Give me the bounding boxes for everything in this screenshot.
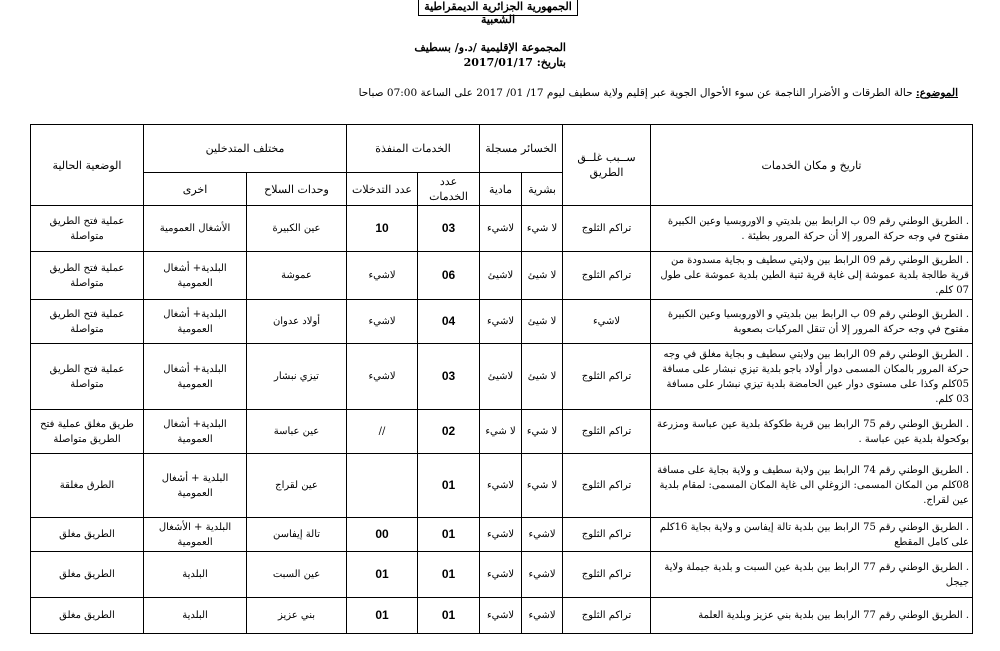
cell-interventions: لاشيء <box>347 252 418 300</box>
cell-material: لاشيئ <box>480 344 522 410</box>
cell-status: عملية فتح الطريق متواصلة <box>31 344 144 410</box>
cell-status: الطريق مغلق <box>31 518 144 552</box>
cell-status: طريق مغلق عملية فتح الطريق متواصلة <box>31 410 144 454</box>
cell-place: . الطريق الوطني رقم 77 الرابط بين بلدية عين السبت و بلدية جيملة ولاية جيجل <box>651 552 973 598</box>
cell-place: . الطريق الوطني رقم 09 الرابط بين ولايتي سطيف و بجاية مسدودة من قرية طالجة بلدية عموشة إلى غاية قرية ثنية الطين بلدية عموشة على طول 07 كلم. <box>651 252 973 300</box>
table-row <box>31 252 973 300</box>
cell-units: عين السبت <box>247 552 347 598</box>
table-row <box>31 518 973 552</box>
cell-cause: تراكم الثلوج <box>563 206 651 252</box>
cell-status: الطريق مغلق <box>31 598 144 634</box>
cell-interventions: 00 <box>347 518 418 552</box>
subject-label: الموضوع: <box>915 87 958 99</box>
republic-title: الجمهورية الجزائرية الديمقراطية الشعبية <box>418 0 578 16</box>
header-place: تاريخ و مكان الخدمات <box>651 125 973 206</box>
cell-units: أولاد عدوان <box>247 300 347 344</box>
cell-others: الأشغال العمومية <box>144 206 247 252</box>
cell-others: البلدية+ أشغال العمومية <box>144 344 247 410</box>
header-losses: الخسائر مسجلة <box>480 125 563 173</box>
cell-material: لا شيء <box>480 410 522 454</box>
cell-human: لا شيء <box>522 454 563 518</box>
cell-material: لاشيء <box>480 454 522 518</box>
cell-units: عين عباسة <box>247 410 347 454</box>
cell-services: 03 <box>418 206 480 252</box>
cell-interventions <box>347 454 418 518</box>
cell-interventions: 10 <box>347 206 418 252</box>
cell-cause: لاشيء <box>563 300 651 344</box>
cell-human: لا شيئ <box>522 300 563 344</box>
header-human: بشرية <box>522 173 563 206</box>
date-line: بتاريخ: 2017/01/17 <box>463 56 566 69</box>
cell-cause: تراكم الثلوج <box>563 552 651 598</box>
subject-text: حالة الطرقات و الأضرار الناجمة عن سوء الأحوال الجوية عبر إقليم ولاية سطيف ليوم 17/ 01/ 2017 على الساعة 07:00 صباحا <box>358 87 913 99</box>
header-weapons-units: وحدات السلاح <box>247 173 347 206</box>
cell-others: البلدية + الأشغال العمومية <box>144 518 247 552</box>
table-row <box>31 454 973 518</box>
cell-human: لا شيئ <box>522 252 563 300</box>
cell-cause: تراكم الثلوج <box>563 598 651 634</box>
road-status-table <box>30 124 973 634</box>
cell-others: البلدية+ أشغال العمومية <box>144 252 247 300</box>
cell-interventions: 01 <box>347 598 418 634</box>
cell-others: البلدية + أشغال العمومية <box>144 454 247 518</box>
cell-units: عين لقراج <box>247 454 347 518</box>
cell-others: البلدية <box>144 552 247 598</box>
header-cause: ســبب غلــق الطريق <box>563 125 651 206</box>
cell-human: لاشيء <box>522 518 563 552</box>
cell-human: لا شيء <box>522 206 563 252</box>
table-row <box>31 598 973 634</box>
table-row <box>31 552 973 598</box>
subject-line <box>359 87 958 99</box>
table-row <box>31 300 973 344</box>
cell-interventions: 01 <box>347 552 418 598</box>
cell-cause: تراكم الثلوج <box>563 410 651 454</box>
cell-material: لاشيء <box>480 206 522 252</box>
cell-human: لاشيء <box>522 598 563 634</box>
cell-material: لاشيئ <box>480 252 522 300</box>
cell-status: عملية فتح الطريق متواصلة <box>31 252 144 300</box>
header-services-count: عدد الخدمات <box>418 173 480 206</box>
cell-services: 03 <box>418 344 480 410</box>
cell-units: عين الكبيرة <box>247 206 347 252</box>
cell-place: . الطريق الوطني رقم 75 الرابط بين قرية طكوكة بلدية عين عباسة ومزرعة بوكحولة بلدية عين عباسة . <box>651 410 973 454</box>
cell-cause: تراكم الثلوج <box>563 518 651 552</box>
header-actors: مختلف المتدخلين <box>144 125 347 173</box>
cell-place: . الطريق الوطني رقم 09 ب الرابط بين بلديتي و الاوروبسيا وعين الكبيرة مفتوح في وجه حركة المرور إلا أن حركة المرور بطيئة . <box>651 206 973 252</box>
header-status: الوضعية الحالية <box>31 125 144 206</box>
cell-material: لاشيء <box>480 300 522 344</box>
cell-units: تيزي نبشار <box>247 344 347 410</box>
cell-interventions: لاشيء <box>347 344 418 410</box>
cell-material: لاشيء <box>480 518 522 552</box>
cell-services: 01 <box>418 552 480 598</box>
cell-cause: تراكم الثلوج <box>563 344 651 410</box>
header-others: اخرى <box>144 173 247 206</box>
cell-services: 02 <box>418 410 480 454</box>
table-row <box>31 410 973 454</box>
cell-services: 01 <box>418 518 480 552</box>
cell-human: لا شيئ <box>522 344 563 410</box>
cell-cause: تراكم الثلوج <box>563 252 651 300</box>
cell-services: 04 <box>418 300 480 344</box>
cell-others: البلدية+ أشغال العمومية <box>144 300 247 344</box>
cell-place: . الطريق الوطني رقم 75 الرابط بين بلدية تالة إيفاسن و ولاية بجاية 16كلم على كامل المقطع <box>651 518 973 552</box>
cell-status: الطرق مغلقة <box>31 454 144 518</box>
header-interventions-count: عدد التدخلات <box>347 173 418 206</box>
cell-status: عملية فتح الطريق متواصلة <box>31 206 144 252</box>
cell-units: تالة إيفاسن <box>247 518 347 552</box>
cell-status: عملية فتح الطريق متواصلة <box>31 300 144 344</box>
table-row <box>31 206 973 252</box>
cell-material: لاشيء <box>480 598 522 634</box>
cell-human: لاشيء <box>522 552 563 598</box>
group-name: المجموعة الإقليمية /د.و/ بسطيف <box>414 41 566 54</box>
cell-status: الطريق مغلق <box>31 552 144 598</box>
cell-others: البلدية+ أشغال العمومية <box>144 410 247 454</box>
cell-services: 06 <box>418 252 480 300</box>
cell-place: . الطريق الوطني رقم 77 الرابط بين بلدية بني عزيز وبلدية العلمة <box>651 598 973 634</box>
cell-place: . الطريق الوطني رقم 09 ب الرابط بين بلديتي و الاوروبسيا وعين الكبيرة مفتوح في وجه حركة المرور إلا أن تنقل المركبات بصعوبة <box>651 300 973 344</box>
cell-units: بني عزيز <box>247 598 347 634</box>
cell-interventions: // <box>347 410 418 454</box>
header-material: مادية <box>480 173 522 206</box>
cell-units: عموشة <box>247 252 347 300</box>
cell-material: لاشيء <box>480 552 522 598</box>
header-services: الخدمات المنفذة <box>347 125 480 173</box>
cell-place: . الطريق الوطني رقم 74 الرابط بين ولاية سطيف و ولاية بجاية على مسافة 08كلم من المكان المسمى: الزوغلي الى غاية المكان المسمى: لمقام بلدية عين لقراج. <box>651 454 973 518</box>
cell-services: 01 <box>418 454 480 518</box>
cell-services: 01 <box>418 598 480 634</box>
cell-place: . الطريق الوطني رقم 09 الرابط بين ولايتي سطيف و بجاية مغلق في وجه حركة المرور بالمكان المسمى دوار أولاد باجو بلدية تيزي نبشار على مسافة 05كلم وكذا على مستوى دوار عين الحامضة بلدية تيزي نبشار على مسافة 03 كلم. <box>651 344 973 410</box>
cell-cause: تراكم الثلوج <box>563 454 651 518</box>
cell-human: لا شيء <box>522 410 563 454</box>
table-row <box>31 344 973 410</box>
cell-others: البلدية <box>144 598 247 634</box>
cell-interventions: لاشيء <box>347 300 418 344</box>
